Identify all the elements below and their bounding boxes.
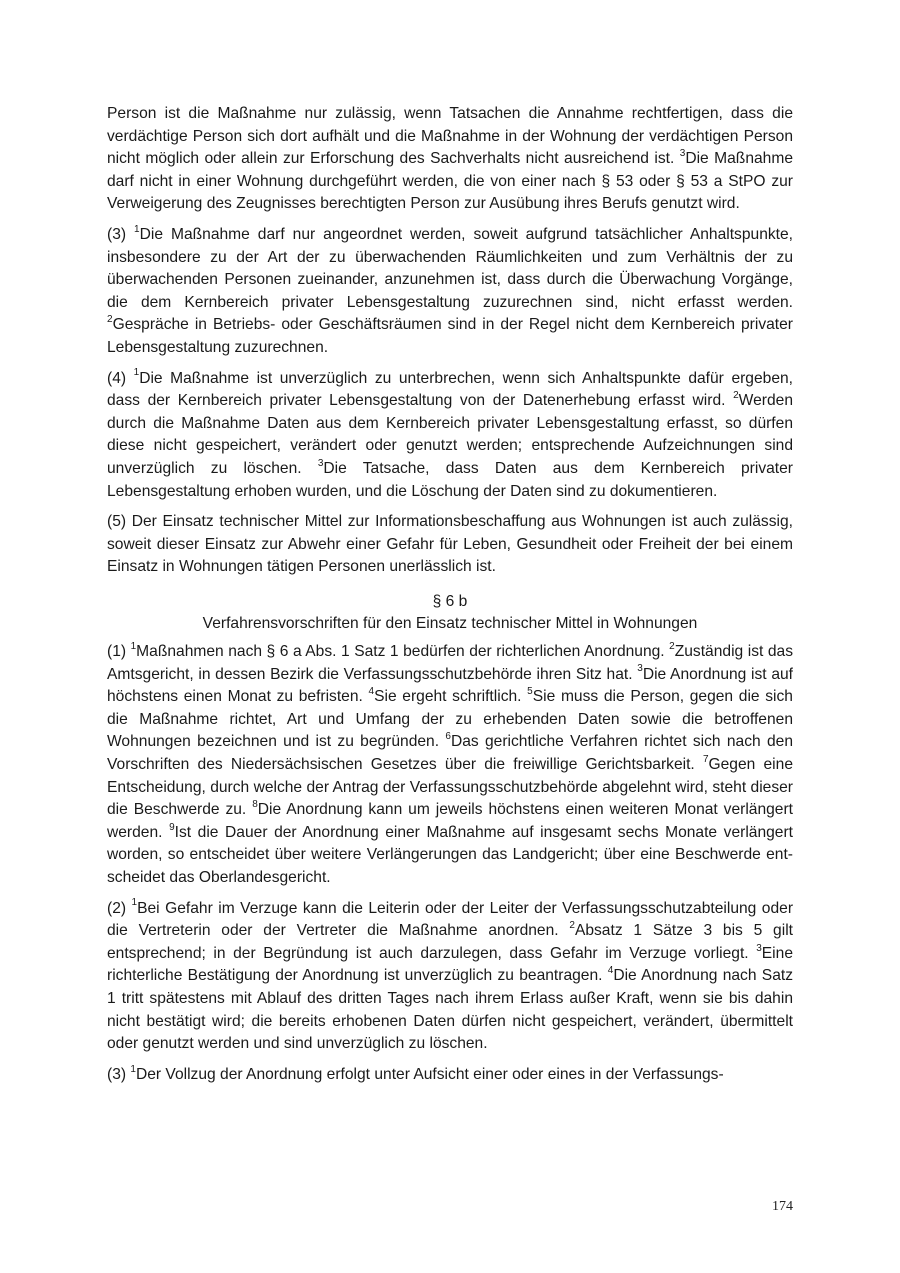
sentence-number: 4 xyxy=(368,686,375,698)
sentence-text: Die Anordnung nach Satz 1 tritt spätestens mit Ablauf des dritten Tages nach ihrem Erlass außer Kraft, wenn sie bis dahin nicht bestätigt wird; die bereits erhobenen Daten dürfen nicht gespeichert, verändert, übermittelt oder genutzt werden und sind unverzüglich zu löschen. xyxy=(107,967,793,1053)
sentence-number: 2 xyxy=(669,640,675,652)
sentence-text: Sie muss die Person, gegen die sich die Maßnahme richtet, Art und Umfang der zu erhebenden Daten sowie die betroffenen Wohnungen bezeichnen und ist zu begründen. xyxy=(107,688,793,751)
sentence-number: 4 xyxy=(607,965,614,977)
page-number: 174 xyxy=(772,1199,793,1214)
paragraph-6b-abs-2 xyxy=(107,898,793,1056)
sentence-text: (2) xyxy=(107,899,132,917)
sentence-number: 3 xyxy=(317,457,324,469)
sentence-text: Das gerichtliche Verfahren richtet sich nach den Vorschriften des Niedersächsischen Gesetzes über die freiwillige Gerichtsbarkeit. xyxy=(107,733,793,774)
sentence-text: Die Anordnung kann um jeweils höchstens einen weiteren Monat verlängert werden. xyxy=(107,801,794,841)
sentence-number: 3 xyxy=(756,942,762,954)
sentence-text: Sie ergeht schriftlich. xyxy=(374,688,528,706)
sentence-number: 1 xyxy=(130,1063,136,1075)
sentence-text: Person ist die Maßnahme nur zulässig, wenn Tatsachen die Annahme rechtfertigen, dass die verdächtige Person sich dort aufhält und die Maßnahme in der Wohnung der verdächtigen Person nicht möglich oder allein zur Erforschung des Sachverhalts nicht ausreichend ist. xyxy=(107,105,793,168)
sentence-number: 1 xyxy=(131,897,138,909)
sentence-text: Bei Gefahr im Verzuge kann die Leiterin oder der Leiter der Verfassungsschutzabteilung oder die Vertreterin oder der Vertreter die Maßnahme anordnen. xyxy=(107,899,794,940)
sentence-text: (4) xyxy=(107,369,134,387)
paragraph-abs-4 xyxy=(107,368,793,504)
sentence-text: Absatz 1 Sätze 3 bis 5 gilt entsprechend; in der Begründung ist auch darzulegen, dass Gefahr im Verzuge vorliegt. xyxy=(107,922,793,962)
sentence-text: Der Vollzug der Anordnung erfolgt unter Aufsicht einer oder eines in der Verfassungs- xyxy=(135,1065,724,1083)
sentence-text: Die Anordnung ist auf höchstens einen Monat zu befristen. xyxy=(107,665,794,706)
sentence-text: Maßnahmen nach § 6 a Abs. 1 Satz 1 bedürfen der richterlichen Anordnung. xyxy=(136,643,670,661)
sentence-number: 8 xyxy=(252,799,258,811)
sentence-text: Ist die Dauer der Anordnung einer Maßnahme auf insgesamt sechs Monate verlängert worden, so entscheidet über weitere Verlängerungen das Landgericht; über eine Beschwerde entscheidet das Oberlandesgericht. xyxy=(107,823,794,886)
sentence-number: 7 xyxy=(702,753,709,765)
sentence-text: Die Tatsache, dass Daten aus dem Kernbereich privater Lebensgestaltung erhoben wurden, und die Löschung der Daten sind zu dokumentieren. xyxy=(107,459,793,500)
paragraph-abs-5 xyxy=(107,511,793,579)
sentence-text: (3) xyxy=(107,1065,131,1083)
paragraph-group-6b xyxy=(107,641,793,1086)
section-number: § 6 b xyxy=(432,592,468,610)
sentence-number: 1 xyxy=(133,367,140,379)
body-text xyxy=(107,103,793,1094)
sentence-text: (3) xyxy=(107,225,135,243)
sentence-text: (5) Der Einsatz technischer Mittel zur Informationsbeschaffung aus Wohnungen ist auch zulässig, soweit dieser Einsatz zur Abwehr einer Gefahr für Leben, Gesundheit oder Freiheit der bei einem Einsatz in Wohnungen tätigen Personen unerlässlich ist. xyxy=(107,513,793,576)
sentence-text: Gegen eine Entscheidung, durch welche der Antrag der Verfassungsschutzbehörde abgelehnt wird, steht dieser die Beschwerde zu. xyxy=(107,756,793,819)
sentence-number: 3 xyxy=(679,148,686,159)
paragraph-continuation xyxy=(107,103,793,216)
sentence-number: 9 xyxy=(169,821,175,833)
sentence-text: (1) xyxy=(107,643,131,661)
sentence-text: Die Maßnahme ist unverzüglich zu unterbrechen, wenn sich Anhaltspunkte dafür ergeben, dass der Kernbereich privater Lebensgestaltung von der Datenerhebung erfasst wird. xyxy=(107,369,793,410)
paragraph-6b-abs-3 xyxy=(107,1064,793,1087)
section-title: Verfahrensvorschriften für den Einsatz technischer Mittel in Wohnungen xyxy=(202,615,698,633)
sentence-number: 2 xyxy=(569,920,575,931)
sentence-number: 2 xyxy=(107,314,113,326)
sentence-text: Die Maßnahme darf nur angeordnet werden, soweit aufgrund tatsächlicher Anhaltspunkte, insbesondere zu der Art der zu überwachenden Räumlichkeiten und zum Verhältnis der zu überwachenden Personen zueinander, anzunehmen ist, dass durch die Überwachung Vorgänge, die dem Kernbereich privater Lebensgestaltung zuzurechnen sind, nicht erfasst werden. xyxy=(107,225,793,311)
sentence-text: Zuständig ist das Amtsgericht, in dessen Bezirk die Verfassungsschutzbehörde ihren Sitz hat. xyxy=(107,643,793,683)
sentence-text: Werden durch die Maßnahme Daten aus dem Kernbereich privater Lebensgestaltung erfasst, so dürfen diese nicht gespeichert, verändert oder genutzt werden; entsprechende Aufzeichnungen sind unverzüglich zu löschen. xyxy=(107,392,793,477)
sentence-number: 1 xyxy=(134,223,140,235)
sentence-text: Eine richterliche Bestätigung der Anordnung ist unverzüglich zu beantragen. xyxy=(107,944,793,985)
paragraph-abs-3 xyxy=(107,224,793,360)
sentence-number: 3 xyxy=(637,663,643,675)
sentence-number: 2 xyxy=(733,389,739,401)
sentence-text: Die Maßnahme darf nicht in einer Wohnung durchgeführt werden, die von einer nach § 53 oder § 53 a StPO zur Verweigerung des Zeugnisses berechtigten Person zur Ausübung ihres Berufs genutzt wird. xyxy=(107,150,793,213)
sentence-number: 5 xyxy=(527,686,533,698)
sentence-number: 6 xyxy=(445,731,451,743)
sentence-text: Gespräche in Betriebs- oder Geschäftsräumen sind in der Regel nicht dem Kernbereich privater Lebensgestaltung zuzurechnen. xyxy=(107,316,793,356)
paragraph-6b-abs-1 xyxy=(107,641,793,890)
paragraph-group-6a xyxy=(107,103,793,579)
sentence-number: 1 xyxy=(130,640,137,652)
